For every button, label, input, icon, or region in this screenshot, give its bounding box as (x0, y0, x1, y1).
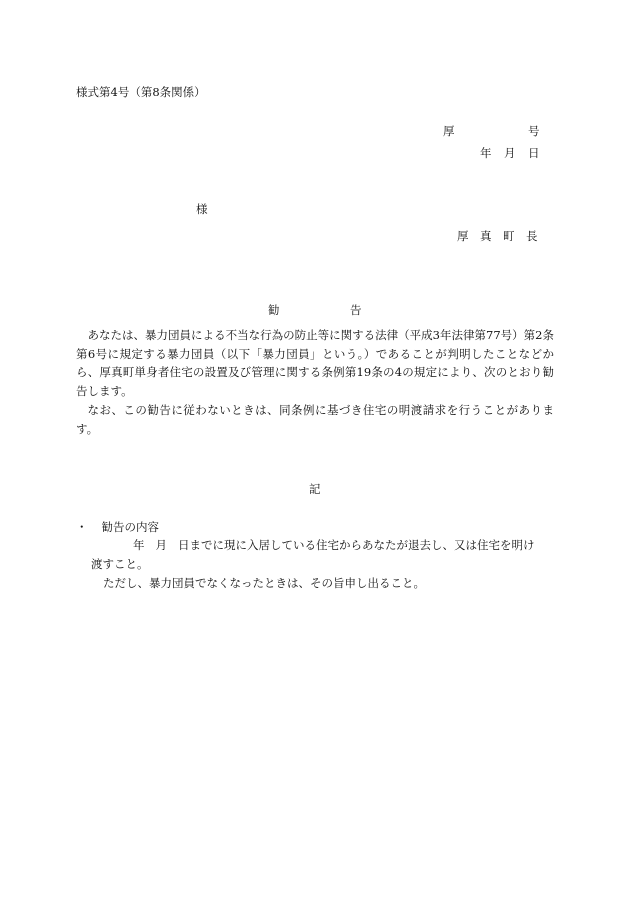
ki-heading: 記 (309, 482, 321, 496)
body-paragraph-2: なお、この勧告に従わないときは、同条例に基づき住宅の明渡請求を行うことがあります。 (76, 403, 554, 436)
body-paragraph-1: あなたは、暴力団員による不当な行為の防止等に関する法律（平成3年法律第77号）第2条第6号に規定する暴力団員（以下「暴力団員」という。）であることが判明したことなどから、厚真町単身者住宅の設置及び管理に関する条例第19条の4の規定により、次のとおり勧告します。 (76, 328, 554, 398)
document-title-koku: 告 (350, 303, 362, 317)
item-proviso-line: ただし、暴力団員でなくなったときは、その旨申し出ること。 (103, 576, 425, 590)
document-title-kan: 勧 (268, 303, 280, 317)
item-date-month: 月 (155, 538, 167, 552)
item-bullet: ・ (76, 520, 88, 534)
item-heading-line (76, 518, 554, 537)
item-heading: 勧告の内容 (101, 520, 159, 534)
item-body-line-2: 渡すこと。 (91, 557, 149, 571)
document-number-prefix: 厚 (443, 124, 455, 138)
issuer-title: 厚 真 町 長 (457, 229, 538, 243)
item-body-line-1 (76, 536, 554, 555)
item-body-text-1: 日までに現に入居している住宅からあなたが退去し、又は住宅を明け (178, 538, 535, 552)
date-day: 日 (528, 146, 540, 160)
addressee-suffix: 様 (196, 202, 208, 216)
date-year: 年 (480, 146, 492, 160)
form-label: 様式第4号（第8条関係） (76, 85, 206, 99)
item-date-year: 年 (133, 538, 145, 552)
date-month: 月 (504, 146, 516, 160)
document-number-suffix: 号 (528, 124, 540, 138)
